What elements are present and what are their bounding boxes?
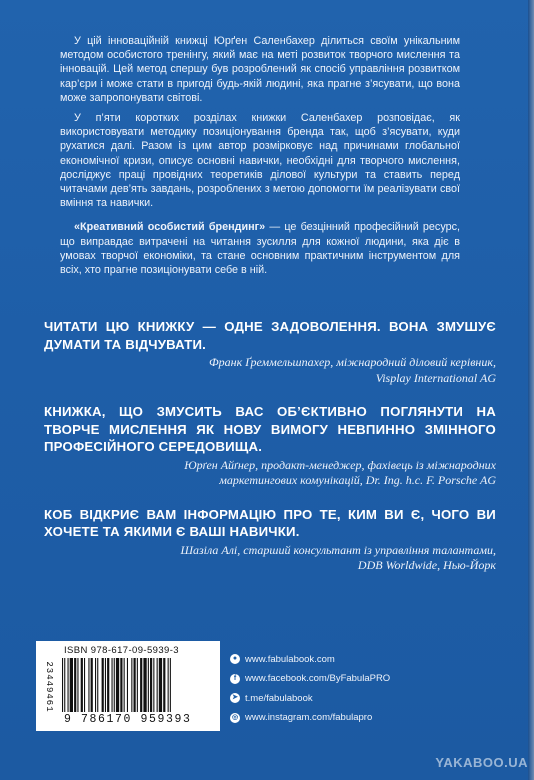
barcode-bar [62, 658, 63, 712]
barcode-bar [127, 658, 128, 712]
barcode-bar [157, 658, 158, 712]
barcode-bar [150, 658, 152, 712]
social-link-instagram[interactable] [230, 709, 390, 727]
testimonial-attribution [44, 543, 496, 574]
barcode-bar [163, 658, 165, 712]
barcode-bar [134, 658, 136, 712]
barcode-bar [131, 658, 132, 712]
blurb-paragraph: У п’яти коротких розділах книжки Саленбахер розповідає, як використовувати методику позиціонування бренда так, щоб з’ясувати, куди рухатися далі. Разом із цим автор розмірковує над причинами глобальної економічної кризи, описує основні навички, необхідні для творчого мислення, досліджує праці провідних теоретиків ділової культури та ставить перед читачами дев’ять завдань, розроблених з метою допомогти їм реалізувати свої вміння та навички. [60, 112, 460, 210]
barcode-bar [88, 658, 89, 712]
blurb-text: — це безцінний професійний ресурс, що виправдає витрачені на читання зусилля для кожної людини, яка діє в умовах творчої економіки, та стане основним практичним інструментом для всіх, хто прагне позиціонувати себе в ній. [60, 221, 460, 277]
barcode-bar [140, 658, 142, 712]
barcode-addon [40, 647, 58, 727]
book-title-inline: «Креативний особистий брендинг» [74, 221, 266, 234]
social-link-telegram[interactable] [230, 689, 390, 707]
barcode-bar [84, 658, 85, 712]
barcode-bar [159, 658, 162, 712]
attribution-line: DDB Worldwide, Нью-Йорк [357, 558, 496, 572]
barcode-bar [153, 658, 154, 712]
isbn-label: ISBN 978-617-09-5939-3 [64, 645, 179, 656]
social-links [230, 650, 390, 728]
testimonial-attribution [44, 458, 496, 489]
barcode-bar [70, 658, 73, 712]
barcode-bar [102, 658, 104, 712]
globe-icon: ● [230, 654, 240, 664]
testimonial-attribution [44, 355, 496, 386]
barcode-panel [36, 641, 220, 731]
watermark: YAKABOO.UA [435, 755, 528, 770]
social-link-text: www.facebook.com/ByFabulaPRO [245, 673, 391, 684]
barcode-bar [168, 658, 169, 712]
barcode-bar [170, 658, 171, 712]
barcode-bar [107, 658, 109, 712]
attribution-line: маркетингових комунікацій, Dr. Ing. h.c. F. Porsche AG [219, 473, 496, 487]
barcode-image [62, 658, 216, 712]
barcode-bar [64, 658, 65, 712]
barcode-bar [124, 658, 125, 712]
barcode-bar [68, 658, 69, 712]
barcode-bar [116, 658, 119, 712]
testimonial-text: ЧИТАТИ ЦЮ КНИЖКУ — ОДНЕ ЗАДОВОЛЕННЯ. ВОНА ЗМУШУЄ ДУМАТИ ТА ВІДЧУВАТИ. [44, 319, 496, 352]
barcode-bar [120, 658, 122, 712]
barcode-bar [77, 658, 78, 712]
testimonials [44, 318, 496, 591]
barcode-bar [91, 658, 93, 712]
testimonial-text: КНИЖКА, ЩО ЗМУСИТЬ ВАС ОБ’ЄКТИВНО ПОГЛЯНУТИ НА ТВОРЧЕ МИСЛЕННЯ ЯК НОВУ ВИМОГУ НЕВПИННО ЗМІННОГО ПРОФЕСІЙНОГО СЕРЕДОВИЩА. [44, 404, 496, 454]
cover-edge [528, 0, 534, 780]
instagram-icon: ◎ [231, 713, 239, 721]
social-link-text: www.fabulabook.com [245, 653, 335, 665]
barcode-bar [112, 658, 113, 712]
testimonial [44, 403, 496, 489]
attribution-line: Юрґен Айґнер, продакт-менеджер, фахівець із міжнародних [184, 457, 496, 472]
telegram-icon: ➤ [230, 693, 240, 703]
blurb-paragraph: У цій інноваційній книжці Юрґен Саленбахер ділиться своїм унікальним методом особистого тренінгу, який має на меті розвиток творчого мислення та інновацій. Цей метод спершу був розроблений як спосіб управління розвитком кар’єри і може стати в пригоді будь-якій людині, яка прагне з’ясувати, що вона може запропонувати світові. [60, 35, 460, 104]
facebook-icon: f [230, 674, 240, 684]
attribution-line: Visplay International AG [375, 370, 496, 385]
barcode-bar [137, 658, 138, 712]
testimonial [44, 318, 496, 386]
description-blurb [60, 34, 460, 283]
social-link-website[interactable] [230, 650, 390, 668]
attribution-line: Франк Ґреммельшпахер, міжнародний діловий керівник, [209, 355, 496, 369]
barcode-addon-number: 23449461 [44, 661, 54, 713]
barcode-bar [105, 658, 106, 712]
barcode-bar [74, 658, 76, 712]
social-link-text: www.instagram.com/fabulapro [245, 712, 373, 723]
attribution-line: Шазіла Алі, старший консультант із управління талантами, [180, 542, 496, 557]
blurb-paragraph [60, 220, 460, 277]
social-link-facebook[interactable] [230, 670, 390, 688]
barcode-bar [143, 658, 146, 712]
barcode-bar [81, 658, 83, 712]
testimonial-text: КОБ ВІДКРИЄ ВАМ ІНФОРМАЦІЮ ПРО ТЕ, КИМ ВИ Є, ЧОГО ВИ ХОЧЕТЕ ТА ЯКИМИ Є ВАШІ НАВИЧКИ. [44, 506, 496, 539]
barcode-bar [97, 658, 98, 712]
social-link-text: t.me/fabulabook [245, 692, 313, 704]
barcode-number: 9 786170 959393 [64, 713, 192, 726]
barcode-bar [95, 658, 96, 712]
barcode-bar [114, 658, 115, 712]
barcode-bar [148, 658, 149, 712]
testimonial [44, 506, 496, 574]
